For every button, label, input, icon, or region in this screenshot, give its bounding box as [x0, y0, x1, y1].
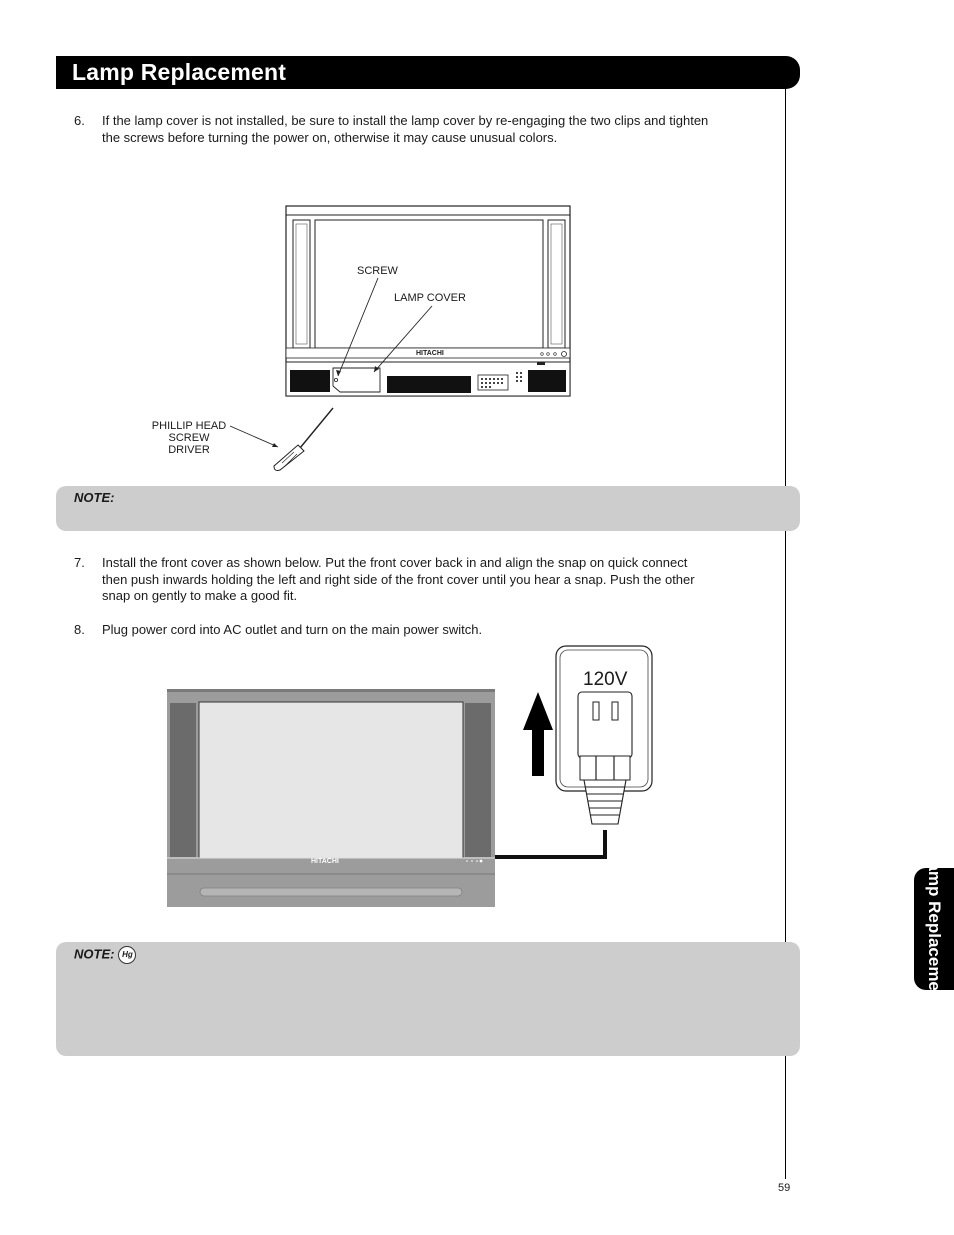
screwdriver-label-line1: PHILLIP HEAD	[151, 420, 227, 432]
tv-brand-logo: HITACHI	[311, 858, 339, 865]
step-text-line: Install the front cover as shown below. Put the front cover back in and align the snap on quick connect	[102, 555, 688, 570]
step-text-line: then push inwards holding the left and right side of the front cover until you hear a snap. Push the other	[102, 572, 695, 587]
step-number: 6.	[74, 113, 85, 128]
note-label	[74, 946, 136, 964]
screwdriver-label-line2: SCREW DRIVER	[168, 432, 210, 456]
step-text-line: If the lamp cover is not installed, be sure to install the lamp cover by re-engaging the two clips and tighten	[102, 113, 709, 128]
mercury-hg-icon: Hg	[118, 946, 136, 964]
step-number: 8.	[74, 622, 85, 637]
step-text-line: Plug power cord into AC outlet and turn on the main power switch.	[102, 622, 483, 637]
step-6	[74, 112, 774, 148]
tv-brand-logo: HITACHI	[416, 350, 444, 357]
step-7	[74, 554, 774, 606]
side-tab-label: Lamp Replacement	[925, 851, 944, 1007]
note-label-text: NOTE:	[74, 946, 115, 962]
note-box	[56, 486, 800, 531]
screwdriver-label	[148, 420, 230, 456]
section-title: Lamp Replacement	[72, 59, 287, 85]
page-number: 59	[778, 1182, 791, 1194]
note-box-mercury	[56, 942, 800, 1056]
lamp-cover-label: LAMP COVER	[394, 292, 466, 304]
section-header	[56, 56, 800, 89]
step-8	[74, 621, 774, 639]
chapter-side-tab	[914, 851, 954, 1007]
step-number: 7.	[74, 555, 85, 570]
step-text-line: the screws before turning the power on, otherwise it may cause unusual colors.	[102, 130, 558, 145]
note-label: NOTE:	[74, 490, 115, 505]
screw-label: SCREW	[357, 265, 398, 277]
voltage-label: 120V	[583, 669, 628, 690]
step-text-line: snap on gently to make a good fit.	[102, 588, 298, 603]
